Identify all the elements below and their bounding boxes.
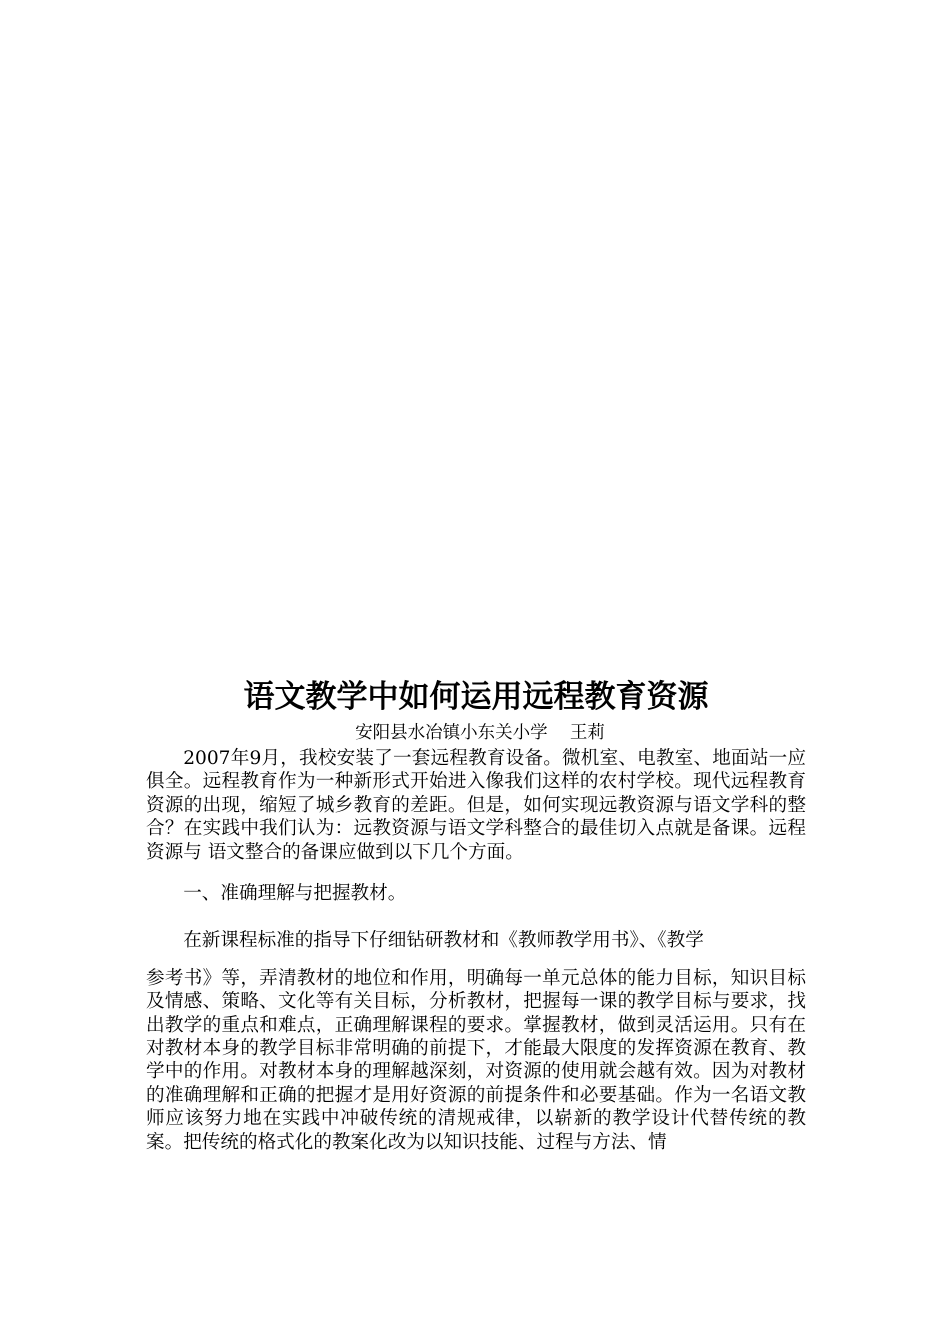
paragraph-section-1-body: 参考书》等，弄清教材的地位和作用，明确每一单元总体的能力目标，知识目标及情感、策略、文化等有关目标，分析教材，把握每一课的教学目标与要求，找出教学的重点和难点，正确理解课程的要求。掌握教材，做到灵活运用。只有在对教材本身的教学目标非常明确的前提下，才能最大限度的发挥资源在教育、教学中的作用。对教材本身的理解越深刻，对资源的使用就会越有效。因为对教材的准确理解和正确的把握才是用好资源的前提条件和必要基础。作为一名语文教师应该努力地在实践中冲破传统的清规戒律，以崭新的教学设计代替传统的教案。把传统的格式化的教案化改为以知识技能、过程与方法、情: [146, 967, 806, 1153]
paragraph-intro: 2007年9月，我校安装了一套远程教育设备。微机室、电教室、地面站一应俱全。远程教育作为一种新形式开始进入像我们这样的农村学校。现代远程教育资源的出现，缩短了城乡教育的差距。但是，如何实现远教资源与语文学科的整合？在实践中我们认为：远教资源与语文学科整合的最佳切入点就是备课。远程资源与 语文整合的备课应做到以下几个方面。: [146, 748, 806, 863]
paragraph-section-1-first-line: 在新课程标准的指导下仔细钻研教材和《教师教学用书》、《教学: [183, 930, 704, 952]
document-title: 语文教学中如何运用远程教育资源: [243, 679, 709, 715]
document-body: [146, 675, 806, 1154]
author-line: 安阳县水冶镇小东关小学 王莉: [355, 723, 605, 743]
section-heading-1: 一、准确理解与把握教材。: [183, 883, 407, 905]
paragraph-section-1: [146, 929, 806, 1154]
